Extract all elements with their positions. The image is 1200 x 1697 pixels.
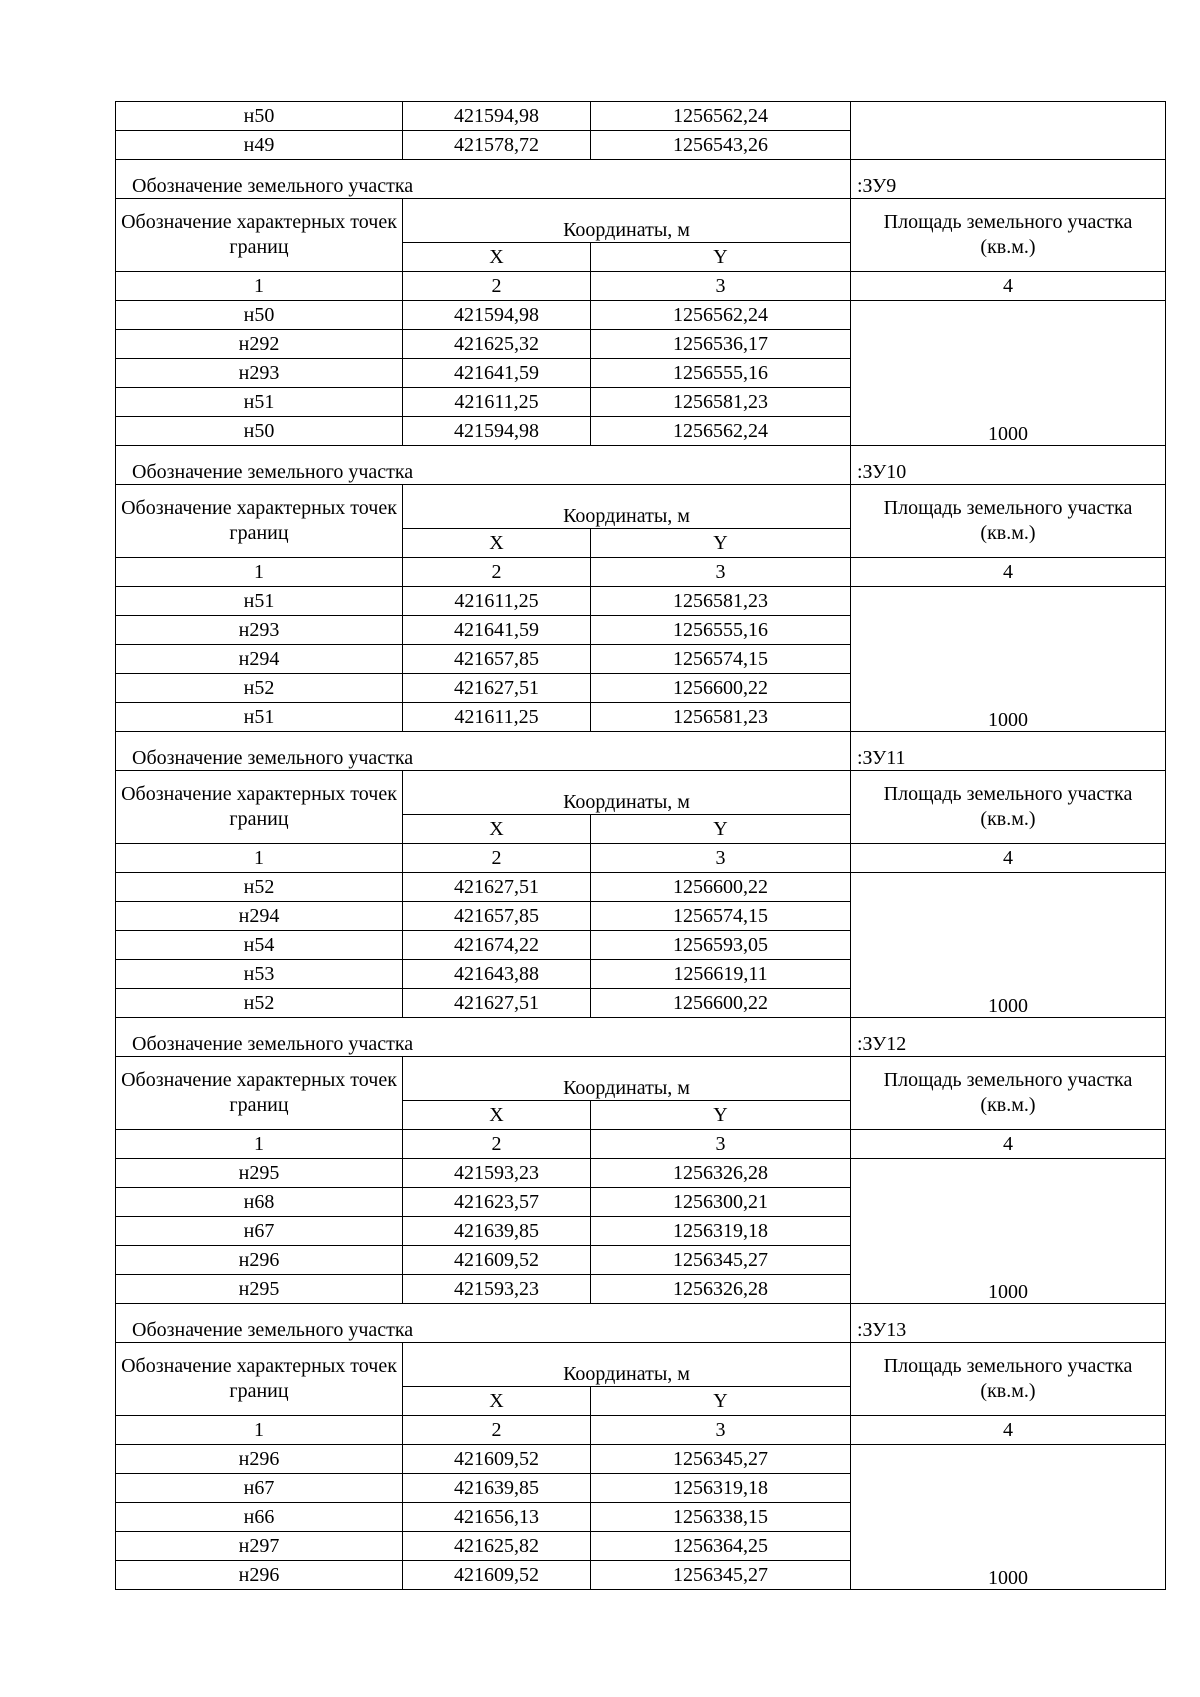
area-column-header: Площадь земельного участка (кв.м.) <box>851 199 1166 272</box>
area-column-header: Площадь земельного участка (кв.м.) <box>851 771 1166 844</box>
point-cell: н52 <box>116 873 403 902</box>
column-number: 1 <box>116 1130 403 1159</box>
y-column-header: Y <box>591 529 851 558</box>
coordinates-header: Координаты, м <box>403 1057 851 1101</box>
y-cell: 1256581,23 <box>591 703 851 732</box>
x-cell: 421674,22 <box>403 931 591 960</box>
y-cell: 1256326,28 <box>591 1275 851 1304</box>
x-cell: 421657,85 <box>403 902 591 931</box>
column-number: 4 <box>851 558 1166 587</box>
area-cell <box>851 102 1166 160</box>
point-cell: н293 <box>116 616 403 645</box>
column-number: 3 <box>591 1416 851 1445</box>
column-number: 3 <box>591 1130 851 1159</box>
column-number: 2 <box>403 844 591 873</box>
column-number: 4 <box>851 1416 1166 1445</box>
x-cell: 421609,52 <box>403 1246 591 1275</box>
y-column-header: Y <box>591 243 851 272</box>
y-cell: 1256600,22 <box>591 674 851 703</box>
x-column-header: X <box>403 529 591 558</box>
point-cell: н52 <box>116 989 403 1018</box>
point-cell: н292 <box>116 330 403 359</box>
y-column-header: Y <box>591 815 851 844</box>
column-number: 2 <box>403 1130 591 1159</box>
point-cell: н52 <box>116 674 403 703</box>
x-cell: 421657,85 <box>403 645 591 674</box>
x-column-header: X <box>403 815 591 844</box>
y-cell: 1256338,15 <box>591 1503 851 1532</box>
table-row <box>116 1159 1166 1188</box>
point-cell: н51 <box>116 388 403 417</box>
point-cell: н51 <box>116 703 403 732</box>
column-number: 2 <box>403 272 591 301</box>
section-id: :ЗУ12 <box>851 1018 1166 1057</box>
x-column-header: X <box>403 1387 591 1416</box>
x-cell: 421594,98 <box>403 417 591 446</box>
table-row <box>116 587 1166 616</box>
point-cell: н67 <box>116 1474 403 1503</box>
x-cell: 421578,72 <box>403 131 591 160</box>
area-column-header: Площадь земельного участка (кв.м.) <box>851 1343 1166 1416</box>
section-id: :ЗУ10 <box>851 446 1166 485</box>
section-id: :ЗУ9 <box>851 160 1166 199</box>
coordinates-header: Координаты, м <box>403 199 851 243</box>
point-cell: н53 <box>116 960 403 989</box>
point-column-header: Обозначение характерных точек границ <box>116 485 403 558</box>
column-number: 2 <box>403 558 591 587</box>
y-cell: 1256562,24 <box>591 102 851 131</box>
x-cell: 421627,51 <box>403 873 591 902</box>
x-cell: 421609,52 <box>403 1561 591 1590</box>
point-cell: н66 <box>116 1503 403 1532</box>
column-header-row <box>116 1057 1166 1101</box>
column-number: 1 <box>116 844 403 873</box>
column-number-row <box>116 558 1166 587</box>
x-cell: 421594,98 <box>403 102 591 131</box>
area-cell: 1000 <box>851 1445 1166 1590</box>
coordinates-header: Координаты, м <box>403 771 851 815</box>
point-cell: н295 <box>116 1159 403 1188</box>
x-cell: 421609,52 <box>403 1445 591 1474</box>
x-cell: 421611,25 <box>403 587 591 616</box>
table-row <box>116 301 1166 330</box>
point-cell: н293 <box>116 359 403 388</box>
y-cell: 1256600,22 <box>591 873 851 902</box>
point-cell: н294 <box>116 902 403 931</box>
x-cell: 421623,57 <box>403 1188 591 1217</box>
area-cell: 1000 <box>851 587 1166 732</box>
area-column-header: Площадь земельного участка (кв.м.) <box>851 485 1166 558</box>
point-cell: н295 <box>116 1275 403 1304</box>
x-cell: 421641,59 <box>403 359 591 388</box>
y-cell: 1256319,18 <box>591 1217 851 1246</box>
column-number: 1 <box>116 272 403 301</box>
land-plot-coordinates-table <box>115 101 1166 1590</box>
y-cell: 1256536,17 <box>591 330 851 359</box>
table-row <box>116 873 1166 902</box>
table-row <box>116 1445 1166 1474</box>
column-header-row <box>116 1343 1166 1387</box>
y-cell: 1256619,11 <box>591 960 851 989</box>
area-cell: 1000 <box>851 1159 1166 1304</box>
column-number: 1 <box>116 1416 403 1445</box>
y-cell: 1256345,27 <box>591 1246 851 1275</box>
x-cell: 421643,88 <box>403 960 591 989</box>
section-header-row <box>116 1304 1166 1343</box>
y-column-header: Y <box>591 1101 851 1130</box>
point-cell: н50 <box>116 417 403 446</box>
section-label: Обозначение земельного участка <box>116 732 851 771</box>
section-header-row <box>116 446 1166 485</box>
y-cell: 1256555,16 <box>591 359 851 388</box>
column-header-row <box>116 771 1166 815</box>
table-row <box>116 102 1166 131</box>
x-cell: 421593,23 <box>403 1159 591 1188</box>
y-cell: 1256593,05 <box>591 931 851 960</box>
point-cell: н296 <box>116 1246 403 1275</box>
coordinates-header: Координаты, м <box>403 485 851 529</box>
point-cell: н297 <box>116 1532 403 1561</box>
point-column-header: Обозначение характерных точек границ <box>116 199 403 272</box>
point-cell: н68 <box>116 1188 403 1217</box>
y-cell: 1256555,16 <box>591 616 851 645</box>
section-label: Обозначение земельного участка <box>116 1304 851 1343</box>
x-cell: 421594,98 <box>403 301 591 330</box>
y-cell: 1256581,23 <box>591 388 851 417</box>
column-number: 3 <box>591 558 851 587</box>
y-cell: 1256562,24 <box>591 417 851 446</box>
y-cell: 1256300,21 <box>591 1188 851 1217</box>
x-cell: 421656,13 <box>403 1503 591 1532</box>
section-header-row <box>116 732 1166 771</box>
column-number: 2 <box>403 1416 591 1445</box>
y-cell: 1256543,26 <box>591 131 851 160</box>
coordinates-header: Координаты, м <box>403 1343 851 1387</box>
area-cell: 1000 <box>851 873 1166 1018</box>
x-cell: 421627,51 <box>403 674 591 703</box>
point-cell: н296 <box>116 1561 403 1590</box>
table-body <box>116 102 1166 1590</box>
x-cell: 421639,85 <box>403 1474 591 1503</box>
column-number: 4 <box>851 1130 1166 1159</box>
y-cell: 1256562,24 <box>591 301 851 330</box>
section-id: :ЗУ13 <box>851 1304 1166 1343</box>
point-cell: н67 <box>116 1217 403 1246</box>
x-cell: 421611,25 <box>403 703 591 732</box>
column-header-row <box>116 485 1166 529</box>
point-cell: н294 <box>116 645 403 674</box>
column-number-row <box>116 272 1166 301</box>
y-cell: 1256326,28 <box>591 1159 851 1188</box>
x-cell: 421641,59 <box>403 616 591 645</box>
point-cell: н54 <box>116 931 403 960</box>
point-cell: н296 <box>116 1445 403 1474</box>
point-cell: н49 <box>116 131 403 160</box>
section-label: Обозначение земельного участка <box>116 160 851 199</box>
y-cell: 1256574,15 <box>591 645 851 674</box>
x-cell: 421611,25 <box>403 388 591 417</box>
column-number-row <box>116 1130 1166 1159</box>
point-column-header: Обозначение характерных точек границ <box>116 1057 403 1130</box>
column-number: 4 <box>851 272 1166 301</box>
y-cell: 1256581,23 <box>591 587 851 616</box>
x-cell: 421625,32 <box>403 330 591 359</box>
x-cell: 421627,51 <box>403 989 591 1018</box>
column-header-row <box>116 199 1166 243</box>
column-number-row <box>116 844 1166 873</box>
column-number: 1 <box>116 558 403 587</box>
y-column-header: Y <box>591 1387 851 1416</box>
point-column-header: Обозначение характерных точек границ <box>116 771 403 844</box>
section-header-row <box>116 1018 1166 1057</box>
section-id: :ЗУ11 <box>851 732 1166 771</box>
x-cell: 421593,23 <box>403 1275 591 1304</box>
column-number-row <box>116 1416 1166 1445</box>
point-cell: н50 <box>116 301 403 330</box>
area-column-header: Площадь земельного участка (кв.м.) <box>851 1057 1166 1130</box>
section-label: Обозначение земельного участка <box>116 446 851 485</box>
coordinates-document <box>115 101 1165 1590</box>
y-cell: 1256345,27 <box>591 1561 851 1590</box>
area-cell: 1000 <box>851 301 1166 446</box>
y-cell: 1256345,27 <box>591 1445 851 1474</box>
point-cell: н50 <box>116 102 403 131</box>
column-number: 3 <box>591 272 851 301</box>
x-cell: 421639,85 <box>403 1217 591 1246</box>
section-header-row <box>116 160 1166 199</box>
column-number: 3 <box>591 844 851 873</box>
section-label: Обозначение земельного участка <box>116 1018 851 1057</box>
x-column-header: X <box>403 1101 591 1130</box>
y-cell: 1256600,22 <box>591 989 851 1018</box>
point-cell: н51 <box>116 587 403 616</box>
y-cell: 1256319,18 <box>591 1474 851 1503</box>
y-cell: 1256364,25 <box>591 1532 851 1561</box>
column-number: 4 <box>851 844 1166 873</box>
point-column-header: Обозначение характерных точек границ <box>116 1343 403 1416</box>
x-column-header: X <box>403 243 591 272</box>
x-cell: 421625,82 <box>403 1532 591 1561</box>
y-cell: 1256574,15 <box>591 902 851 931</box>
